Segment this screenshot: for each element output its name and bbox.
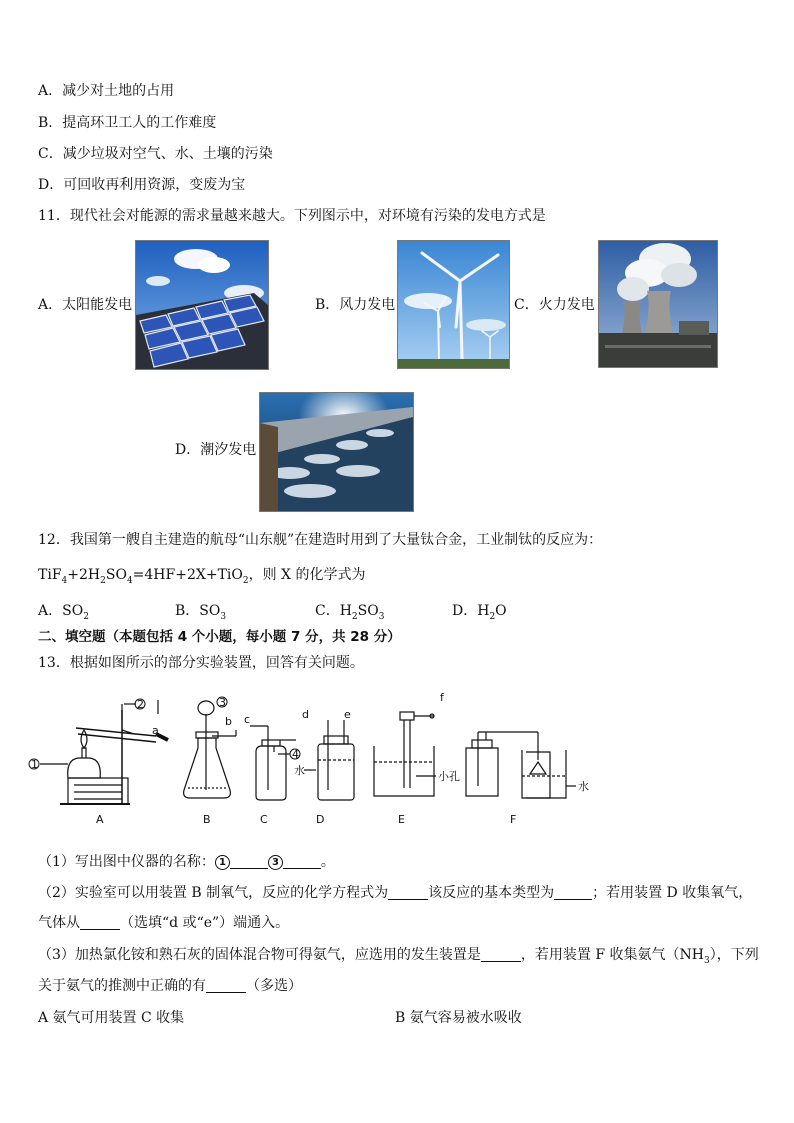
tidal-dam-photo: [259, 392, 414, 512]
q12-option-b: B．$SO_3$: [175, 603, 227, 622]
q13-part2-line2: 气体从 （选填“d 或“e”）端通入。: [38, 915, 290, 931]
blank-inference[interactable]: [206, 978, 246, 993]
q13-part3-line1: （3）加热氯化铵和熟石灰的固体混合物可得氨气，应选用的发生装置是 ，若用装置 F 收集氨气$(NH_3)$，下列: [38, 947, 759, 966]
label-B: B: [203, 813, 211, 826]
label-e: e: [344, 708, 351, 721]
q12-option-c: C．$H_2SO_3$: [315, 603, 385, 622]
solar-panel-photo: [135, 240, 269, 370]
gas-bottle-f: [466, 748, 498, 796]
q10-option-a: A．减少对土地的占用: [38, 83, 175, 99]
q13-part2-line1: （2）实验室可以用装置 B 制氧气，反应的化学方程式为 该反应的基本类型为 ；若用装置 D 收集氧气，: [38, 885, 753, 901]
wind-turbine-photo: [397, 240, 510, 369]
q12-equation: $TiF_4+2H_2SO_4=4HF+2X+TiO_2$，则 X 的化学式为: [38, 567, 366, 586]
label-a: a: [152, 724, 159, 737]
blank-generator[interactable]: [481, 947, 521, 962]
blank-equation[interactable]: [388, 885, 428, 900]
label-C: C: [260, 813, 268, 826]
q12-option-a: A．$SO_2$: [38, 603, 89, 622]
blank-3[interactable]: [283, 854, 321, 869]
alcohol-lamp: [68, 758, 101, 778]
q11-option-a-label: A．太阳能发电: [38, 297, 133, 313]
label-D: D: [316, 813, 325, 826]
blank-reaction-type[interactable]: [554, 885, 592, 900]
label-d: d: [302, 708, 309, 721]
label-A: A: [96, 813, 104, 826]
q11-option-d-label: D．潮汐发电: [175, 442, 257, 458]
blank-1[interactable]: [230, 854, 268, 869]
q13-stem: 13．根据如图所示的部分实验装置，回答有关问题。: [38, 655, 364, 671]
label-3: 3: [219, 696, 226, 709]
q13-option-a: A 氨气可用装置 C 收集: [38, 1010, 185, 1026]
label-1: 1: [31, 758, 38, 771]
gas-bottle-d: [318, 744, 354, 800]
q10-option-b: B．提高环卫工人的工作难度: [38, 115, 217, 131]
label-c: c: [244, 713, 251, 726]
q12-stem: 12．我国第一艘自主建造的航母“山东舰”在建造时用到了大量钛合金，工业制钛的反应为：: [38, 532, 603, 548]
label-hole: 小孔: [438, 770, 460, 783]
wood-block: [68, 778, 128, 804]
q10-option-d: D．可回收再利用资源，变废为宝: [38, 177, 246, 193]
label-F: F: [510, 813, 517, 826]
label-water-d: 水: [294, 764, 305, 777]
power-plant-photo: [598, 240, 718, 368]
q11-stem: 11．现代社会对能源的需求量越来越大。下列图示中，对环境有污染的发电方式是: [38, 208, 546, 224]
conical-flask: [184, 738, 231, 798]
lab-apparatus-figure: [31, 690, 598, 835]
q12-option-d: D．$H_2O$: [452, 603, 507, 622]
blank-inlet[interactable]: [80, 915, 120, 930]
q11-option-c-label: C．火力发电: [514, 297, 595, 313]
q11-option-b-label: B．风力发电: [315, 297, 396, 313]
q13-part1: （1）写出图中仪器的名称： 1 3 。: [38, 854, 335, 870]
label-4: 4: [292, 748, 299, 761]
label-E: E: [398, 813, 405, 826]
q13-option-b: B 氨气容易被水吸收: [395, 1010, 522, 1026]
q13-part3-line2: 关于氨气的推测中正确的有 （多选）: [38, 978, 302, 994]
label-f: f: [440, 691, 444, 704]
section-title: 二、填空题（本题包括 4 个小题，每小题 7 分，共 28 分）: [38, 629, 401, 645]
label-water-f: 水: [578, 780, 589, 793]
label-2: 2: [137, 698, 144, 711]
separatory-funnel: [198, 701, 214, 715]
label-b: b: [225, 715, 232, 728]
q10-option-c: C．减少垃圾对空气、水、土壤的污染: [38, 146, 273, 162]
